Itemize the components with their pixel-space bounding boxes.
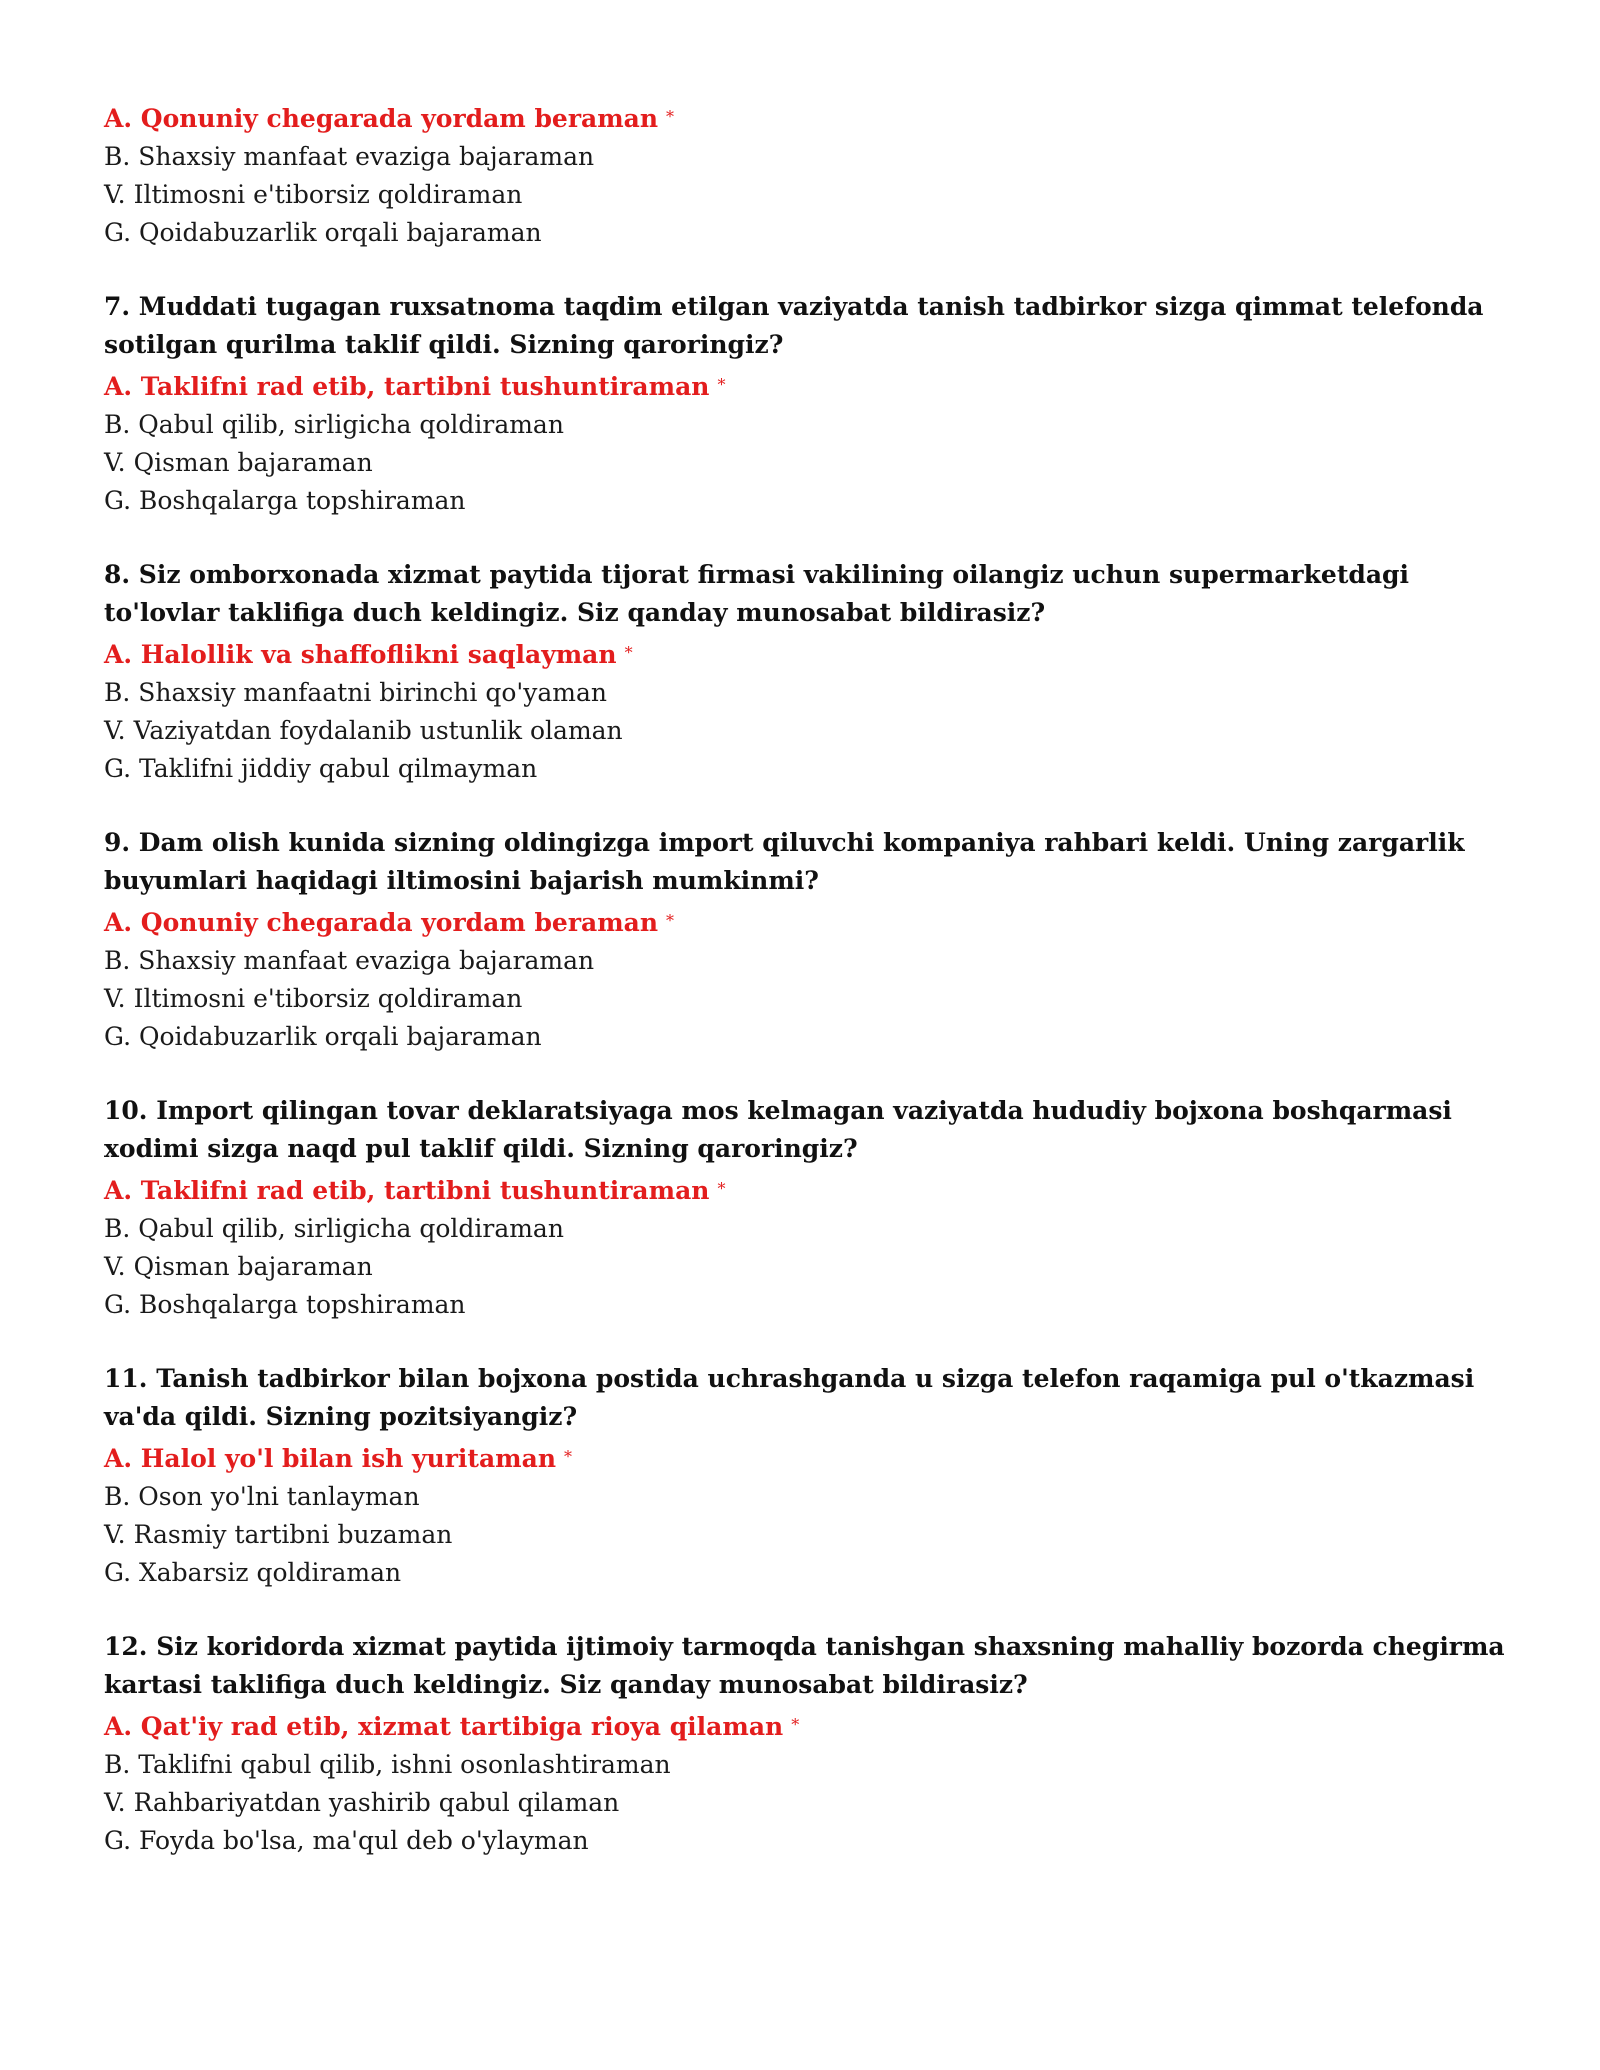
question-text: 8. Siz omborxonada xizmat paytida tijorat firmasi vakilining oilangiz uchun supermarketdagi to'lovlar taklifiga duch keldingiz. Siz qanday munosabat bildirasiz? xyxy=(104,560,1410,627)
answer-option: V. Iltimosni e'tiborsiz qoldiraman xyxy=(104,984,523,1013)
option-text: A. Halollik va shaffoflikni saqlayman xyxy=(104,640,617,669)
question-text: 12. Siz koridorda xizmat paytida ijtimoiy tarmoqda tanishgan shaxsning mahalliy bozorda chegirma kartasi taklifiga duch keldingiz. Siz qanday munosabat bildirasiz? xyxy=(104,1632,1505,1699)
answer-option-correct xyxy=(104,636,1524,674)
option-text: A. Qonuniy chegarada yordam beraman xyxy=(104,908,659,937)
answer-option: G. Taklifni jiddiy qabul qilmayman xyxy=(104,754,538,783)
question-block xyxy=(104,1092,1524,1324)
option-text: A. Qonuniy chegarada yordam beraman xyxy=(104,104,659,133)
quiz-page xyxy=(104,100,1524,1896)
answer-option: G. Qoidabuzarlik orqali bajaraman xyxy=(104,218,542,247)
answer-option: B. Shaxsiy manfaatni birinchi qo'yaman xyxy=(104,678,608,707)
correct-marker: * xyxy=(666,107,675,126)
answer-option: G. Qoidabuzarlik orqali bajaraman xyxy=(104,1022,542,1051)
answer-option-correct xyxy=(104,1172,1524,1210)
correct-marker: * xyxy=(791,1715,800,1734)
answer-option: V. Iltimosni e'tiborsiz qoldiraman xyxy=(104,180,523,209)
answer-option: V. Rahbariyatdan yashirib qabul qilaman xyxy=(104,1788,620,1817)
answer-option: B. Oson yo'lni tanlayman xyxy=(104,1482,420,1511)
answer-option-correct xyxy=(104,1708,1524,1746)
question-block xyxy=(104,288,1524,520)
question-text: 11. Tanish tadbirkor bilan bojxona postida uchrashganda u sizga telefon raqamiga pul o'tkazmasi va'da qildi. Sizning pozitsiyangiz? xyxy=(104,1364,1475,1431)
question-text: 10. Import qilingan tovar deklaratsiyaga mos kelmagan vaziyatda hududiy bojxona boshqarmasi xodimi sizga naqd pul taklif qildi. Sizning qaroringiz? xyxy=(104,1096,1452,1163)
answer-option: V. Qisman bajaraman xyxy=(104,1252,373,1281)
option-text: A. Qat'iy rad etib, xizmat tartibiga rioya qilaman xyxy=(104,1712,784,1741)
correct-marker: * xyxy=(717,375,726,394)
question-text: 9. Dam olish kunida sizning oldingizga import qiluvchi kompaniya rahbari keldi. Uning zargarlik buyumlari haqidagi iltimosini bajarish mumkinmi? xyxy=(104,828,1465,895)
option-text: A. Taklifni rad etib, tartibni tushuntiraman xyxy=(104,1176,710,1205)
option-text: A. Halol yo'l bilan ish yuritaman xyxy=(104,1444,557,1473)
answer-option: B. Shaxsiy manfaat evaziga bajaraman xyxy=(104,946,595,975)
answer-option-correct xyxy=(104,368,1524,406)
correct-marker: * xyxy=(666,911,675,930)
answer-option: G. Boshqalarga topshiraman xyxy=(104,486,466,515)
correct-marker: * xyxy=(564,1447,573,1466)
question-block xyxy=(104,824,1524,1056)
answer-option-correct xyxy=(104,904,1524,942)
question-block xyxy=(104,1628,1524,1860)
answer-option: G. Xabarsiz qoldiraman xyxy=(104,1558,402,1587)
answer-option: B. Taklifni qabul qilib, ishni osonlashtiraman xyxy=(104,1750,671,1779)
answer-option: B. Qabul qilib, sirligicha qoldiraman xyxy=(104,410,564,439)
answer-option: V. Rasmiy tartibni buzaman xyxy=(104,1520,453,1549)
answer-option-correct xyxy=(104,1440,1524,1478)
question-block xyxy=(104,556,1524,788)
answer-option: V. Vaziyatdan foydalanib ustunlik olaman xyxy=(104,716,623,745)
answer-option: B. Qabul qilib, sirligicha qoldiraman xyxy=(104,1214,564,1243)
correct-marker: * xyxy=(717,1179,726,1198)
answer-option: G. Foyda bo'lsa, ma'qul deb o'ylayman xyxy=(104,1826,589,1855)
answer-option: B. Shaxsiy manfaat evaziga bajaraman xyxy=(104,142,595,171)
question-block xyxy=(104,1360,1524,1592)
question-block xyxy=(104,100,1524,252)
question-text: 7. Muddati tugagan ruxsatnoma taqdim etilgan vaziyatda tanish tadbirkor sizga qimmat telefonda sotilgan qurilma taklif qildi. Sizning qaroringiz? xyxy=(104,292,1484,359)
answer-option-correct xyxy=(104,100,1524,138)
option-text: A. Taklifni rad etib, tartibni tushuntiraman xyxy=(104,372,710,401)
answer-option: V. Qisman bajaraman xyxy=(104,448,373,477)
answer-option: G. Boshqalarga topshiraman xyxy=(104,1290,466,1319)
correct-marker: * xyxy=(624,643,633,662)
